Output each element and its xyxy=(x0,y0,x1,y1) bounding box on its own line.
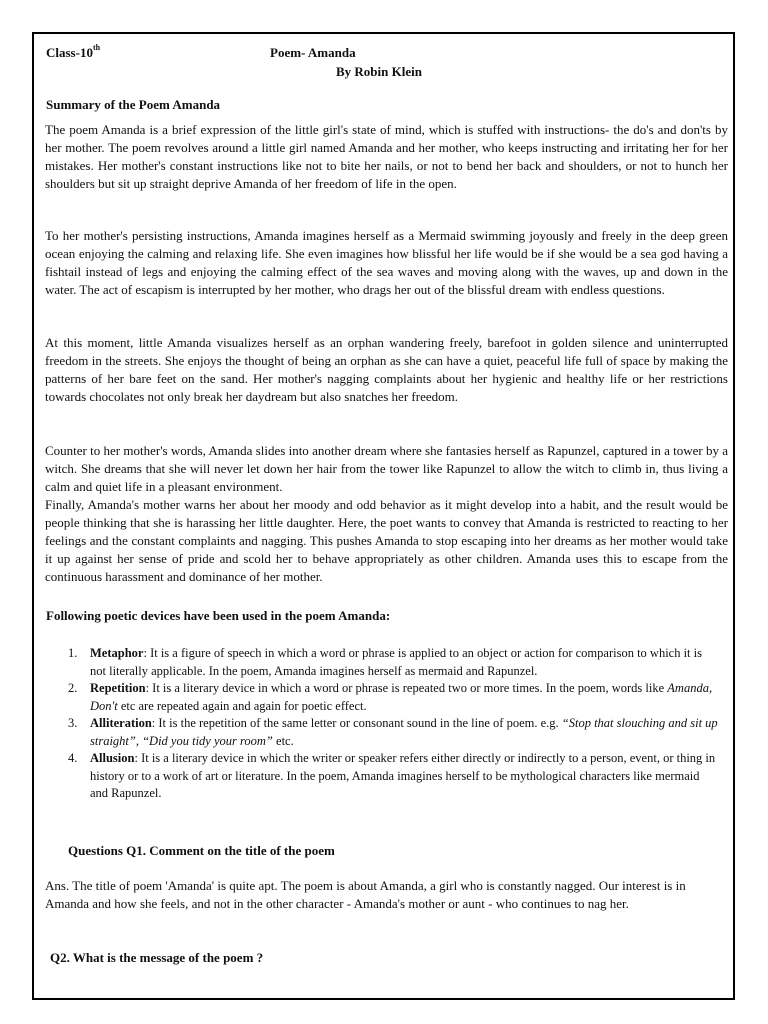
class-label: Class-10th xyxy=(46,43,101,60)
question-1: Questions Q1. Comment on the title of the poem xyxy=(68,843,335,858)
device-item-metaphor xyxy=(68,645,718,680)
device-number: 2. xyxy=(68,681,78,695)
device-number: 4. xyxy=(68,751,78,765)
device-term: Metaphor xyxy=(90,646,144,660)
summary-paragraph-2: To her mother's persisting instructions, Amanda imagines herself as a Mermaid swimming joyously and freely in the deep green ocean enjoying the calming and relaxing life. She even imagines how blissful her life would be if she would be a sea god having a fishtail instead of legs and enjoying the calming effect of the sea waves and moving along with the waves, up and down in the water. The act of escapism is interrupted by her mother, who drags her out of the blissful dream with endless questions. xyxy=(45,228,728,297)
poem-author: By Robin Klein xyxy=(336,64,422,79)
device-description: : It is the repetition of the same letter or consonant sound in the line of poem. e.g. xyxy=(151,716,562,730)
device-description-end: etc. xyxy=(272,733,294,748)
devices-heading: Following poetic devices have been used in the poem Amanda: xyxy=(46,608,391,623)
answer-1: Ans. The title of poem 'Amanda' is quite apt. The poem is about Amanda, a girl who is constantly nagged. Our interest is in Amanda and how she feels, and not in the other character - Amanda's mother or aunt - who continues to nag her. xyxy=(45,878,686,911)
device-description-end: etc are repeated again and again for poetic effect. xyxy=(117,698,367,713)
question-2: Q2. What is the message of the poem ? xyxy=(50,950,264,965)
summary-paragraph-1: The poem Amanda is a brief expression of the little girl's state of mind, which is stuffed with instructions- the do's and don'ts by her mother. The poem revolves around a little girl named Amanda and her mother, who keeps instructing and irritating her for her mistakes. Her mother's constant instructions like not to bite her nails, or not to bend her back and shoulders, or not to hunch her shoulders but sit up straight deprive Amanda of her freedom of life in the open. xyxy=(45,122,728,191)
device-term: Alliteration xyxy=(90,716,152,730)
device-term: Allusion xyxy=(90,751,135,765)
summary-paragraph-4: Counter to her mother's words, Amanda slides into another dream where she fantasies herself as Rapunzel, captured in a tower by a witch. She dreams that she will never let down her hair from the tower like Rapunzel to allow the witch to climb in, thus living a calm and quiet life in a pleasant environment. xyxy=(45,443,728,494)
device-item-repetition xyxy=(68,680,718,715)
device-number: 3. xyxy=(68,716,78,730)
device-description: : It is a figure of speech in which a word or phrase is applied to an object or action for comparison to which it is not literally applicable. In the poem, Amanda imagines herself as mermaid and Rapunzel. xyxy=(90,646,702,678)
device-description: : It is a literary device in which a word or phrase is repeated two or more times. In the poem, words like xyxy=(145,681,668,695)
poetic-devices-list xyxy=(68,645,718,803)
device-example: “Stop that slouching and sit up straight”, “Did you tidy your room” xyxy=(90,716,718,748)
device-example: Amanda, Don't xyxy=(90,681,713,713)
device-term: Repetition xyxy=(90,681,146,695)
summary-paragraph-3: At this moment, little Amanda visualizes herself as an orphan wandering freely, barefoot in golden silence and uninterrupted freedom in the streets. She enjoys the thought of being an orphan as she can have a quiet, peaceful life full of space by making the patterns of her bare feet on the sand. Her mother's nagging complaints about her hygienic and healthy life or her restrictions towards chocolates not only break her daydream but also snatches her freedom. xyxy=(45,335,728,404)
summary-heading: Summary of the Poem Amanda xyxy=(46,97,221,112)
class-superscript: th xyxy=(92,43,101,52)
device-number: 1. xyxy=(68,646,78,660)
device-item-alliteration xyxy=(68,715,718,750)
summary-paragraph-5: Finally, Amanda's mother warns her about her moody and odd behavior as it might develop into a habit, and the result would be people thinking that she is harassing her little daughter. Here, the poet wants to convey that Amanda is restricted to reacting to her feelings and the constant complaints and nagging. This pushes Amanda to stop escaping into her dreams as her mother would take it up against her sense of pride and scold her to behave appropriately as other children. Amanda uses this to escape from the continuous harassment and dominance of her mother. xyxy=(45,497,728,584)
device-description: : It is a literary device in which the writer or speaker refers either directly or indirectly to a person, event, or thing in history or to a work of art or literature. In the poem, Amanda imagines herself to be mythological characters like mermaid and Rapunzel. xyxy=(90,751,716,800)
poem-title: Poem- Amanda xyxy=(270,45,356,60)
device-item-allusion xyxy=(68,750,718,803)
